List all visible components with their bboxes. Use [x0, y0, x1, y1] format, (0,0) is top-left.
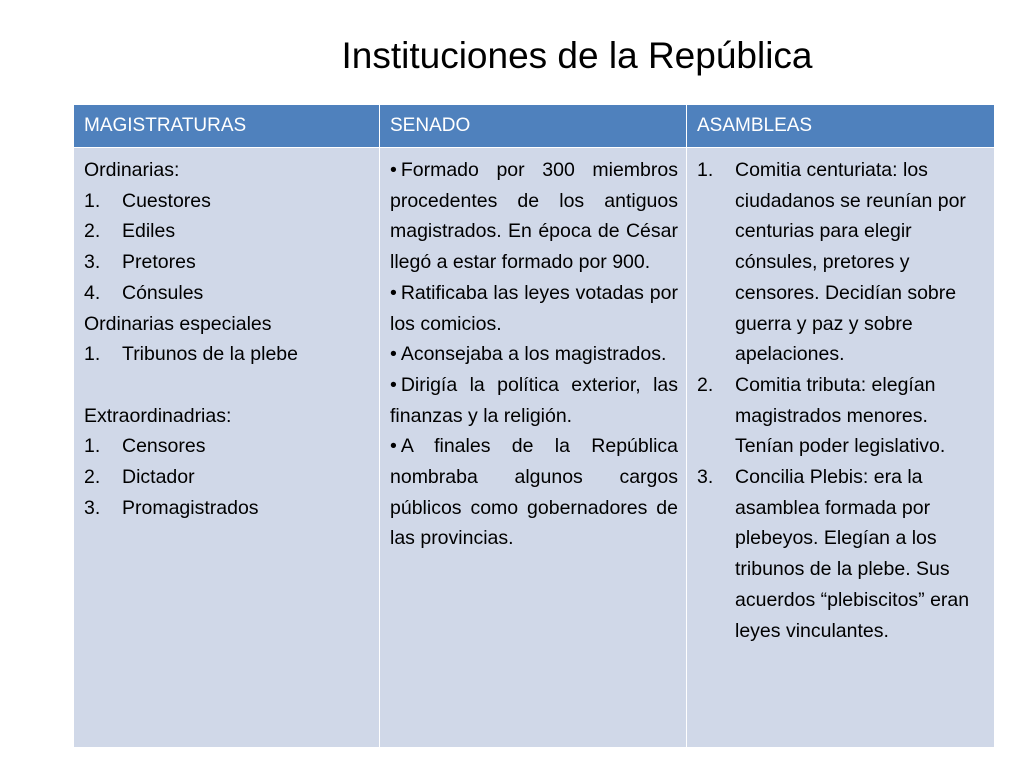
cell-senado [380, 148, 687, 748]
slide-title: Instituciones de la República [341, 35, 813, 76]
bullet-icon: • [390, 281, 397, 304]
list-item: • Ratificaba las leyes votadas por los comicios. [390, 281, 678, 335]
list-item: • Aconsejaba a los magistrados. [390, 343, 667, 366]
especiales-heading: Ordinarias especiales [84, 312, 272, 335]
cell-asambleas [687, 148, 995, 748]
list-item: 2. Ediles [84, 220, 176, 243]
list-item: 2. Dictador [84, 466, 195, 489]
list-item: • Formado por 300 miembros procedentes de los antiguos magistrados. En época de César llegó a estar formado por 900. [390, 159, 678, 274]
cell-magistraturas [74, 148, 380, 748]
list-item: 4. Cónsules [84, 281, 204, 304]
institutions-table [73, 104, 995, 748]
list-item: 1. Comitia centuriata: los ciudadanos se reunían por centurias para elegir cónsules, pretores y censores. Decidían sobre guerra y paz y sobre apelaciones. [697, 159, 966, 366]
bullet-icon: • [390, 435, 397, 458]
header-senado: SENADO [380, 105, 687, 148]
list-item: 3. Concilia Plebis: era la asamblea formada por plebeyos. Elegían a los tribunos de la plebe. Sus acuerdos “plebiscitos” eran leyes vinculantes. [697, 466, 970, 642]
list-item: • Dirigía la política exterior, las finanzas y la religión. [390, 373, 678, 427]
list-item: 2. Comitia tributa: elegían magistrados menores. Tenían poder legislativo. [697, 373, 946, 458]
table-row [74, 148, 995, 748]
list-item: • A finales de la República nombraba algunos cargos públicos como gobernadores de las provincias. [390, 435, 678, 550]
header-asambleas: ASAMBLEAS [687, 105, 995, 148]
list-item: 3. Pretores [84, 251, 196, 274]
ordinarias-heading: Ordinarias: [84, 159, 180, 181]
table-header-row [74, 105, 995, 148]
list-item: 1. Tribunos de la plebe [84, 343, 298, 366]
extraordinarias-heading: Extraordinadrias: [84, 404, 232, 427]
header-magistraturas: MAGISTRATURAS [74, 105, 380, 148]
bullet-icon: • [390, 159, 397, 181]
bullet-icon: • [390, 343, 397, 366]
list-item: 1. Cuestores [84, 189, 211, 212]
list-item: 1. Censores [84, 435, 206, 458]
bullet-icon: • [390, 373, 397, 396]
list-item: 3. Promagistrados [84, 496, 259, 519]
